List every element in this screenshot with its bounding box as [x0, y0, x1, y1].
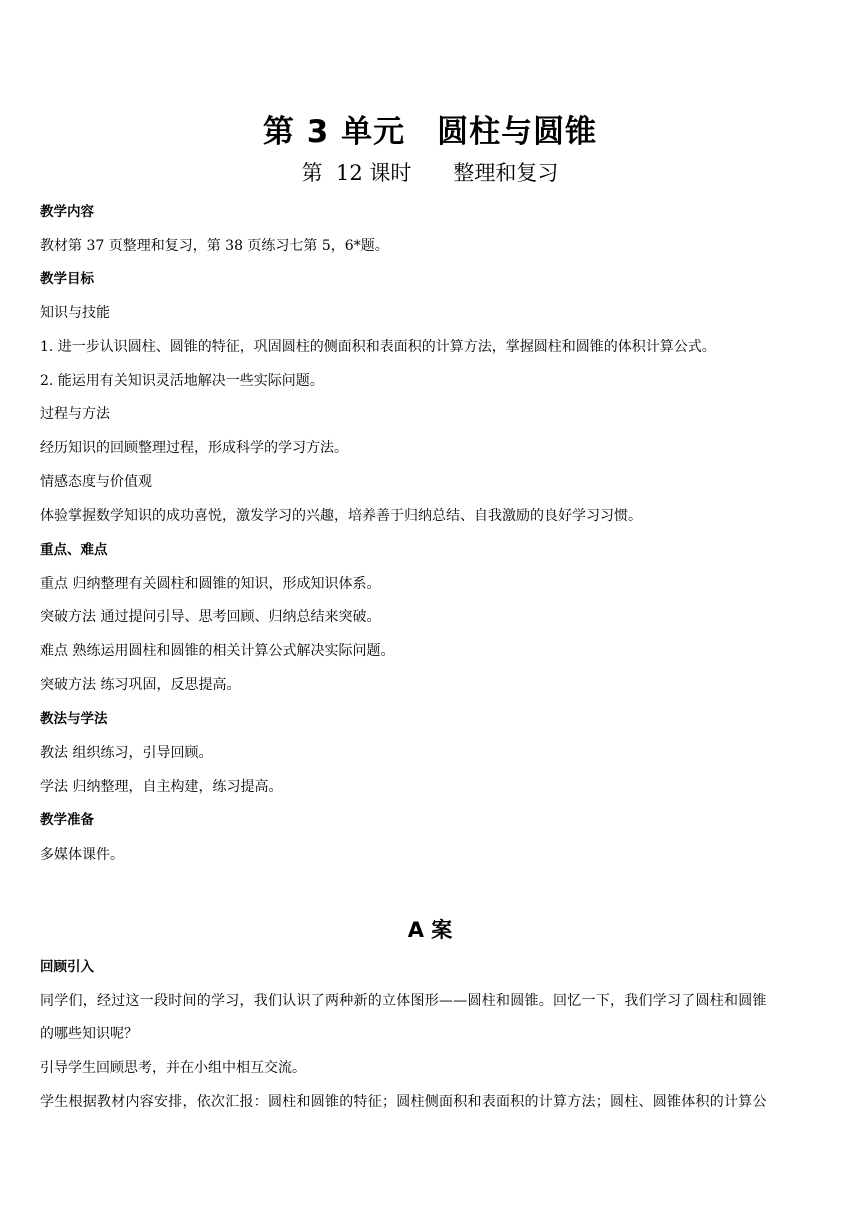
teaching-content-text: 教材第 37 页整理和复习，第 38 页练习七第 5，6*题。	[40, 238, 389, 254]
difficulty-breakthrough: 突破方法 练习巩固，反思提高。	[40, 677, 241, 693]
case-a-title: A 案	[407, 918, 453, 942]
teaching-method: 教法 组织练习，引导回顾。	[40, 745, 213, 761]
review-paragraph-1-line-2: 的哪些知识呢？	[40, 1026, 138, 1042]
review-paragraph-2: 引导学生回顾思考，并在小组中相互交流。	[40, 1060, 306, 1076]
preparation-text: 多媒体课件。	[40, 847, 124, 863]
emotion-values-text: 体验掌握数学知识的成功喜悦，激发学习的兴趣，培养善于归纳总结、自我激励的良好学习习惯。	[40, 508, 642, 524]
lesson-title: 第 12 课时 整理和复习	[301, 161, 559, 185]
review-paragraph-1-line-1: 同学们，经过这一段时间的学习，我们认识了两种新的立体图形——圆柱和圆锥。回忆一下，我们学习了圆柱和圆锥	[40, 993, 767, 1009]
methods-heading: 教法与学法	[40, 711, 108, 727]
emotion-values-label: 情感态度与价值观	[40, 474, 152, 490]
keypoints-heading: 重点、难点	[40, 542, 108, 558]
keypoint-text: 重点 归纳整理有关圆柱和圆锥的知识，形成知识体系。	[40, 576, 381, 592]
knowledge-skills-label: 知识与技能	[40, 305, 110, 321]
unit-title: 第 3 单元 圆柱与圆锥	[262, 114, 598, 150]
process-method-text: 经历知识的回顾整理过程，形成科学的学习方法。	[40, 440, 348, 456]
process-method-label: 过程与方法	[40, 406, 110, 422]
learning-method: 学法 归纳整理，自主构建，练习提高。	[40, 779, 283, 795]
objective-2: 2. 能运用有关知识灵活地解决一些实际问题。	[40, 373, 324, 389]
objectives-heading: 教学目标	[40, 271, 94, 287]
difficulty-text: 难点 熟练运用圆柱和圆锥的相关计算公式解决实际问题。	[40, 643, 395, 659]
preparation-heading: 教学准备	[40, 812, 94, 828]
review-paragraph-3: 学生根据教材内容安排，依次汇报：圆柱和圆锥的特征；圆柱侧面积和表面积的计算方法；圆柱、圆锥体积的计算公	[40, 1094, 767, 1110]
keypoint-breakthrough: 突破方法 通过提问引导、思考回顾、归纳总结来突破。	[40, 609, 381, 625]
review-heading: 回顾引入	[40, 959, 94, 975]
teaching-content-heading: 教学内容	[40, 204, 94, 220]
objective-1: 1. 进一步认识圆柱、圆锥的特征，巩固圆柱的侧面积和表面积的计算方法，掌握圆柱和圆锥的体积计算公式。	[40, 339, 716, 355]
